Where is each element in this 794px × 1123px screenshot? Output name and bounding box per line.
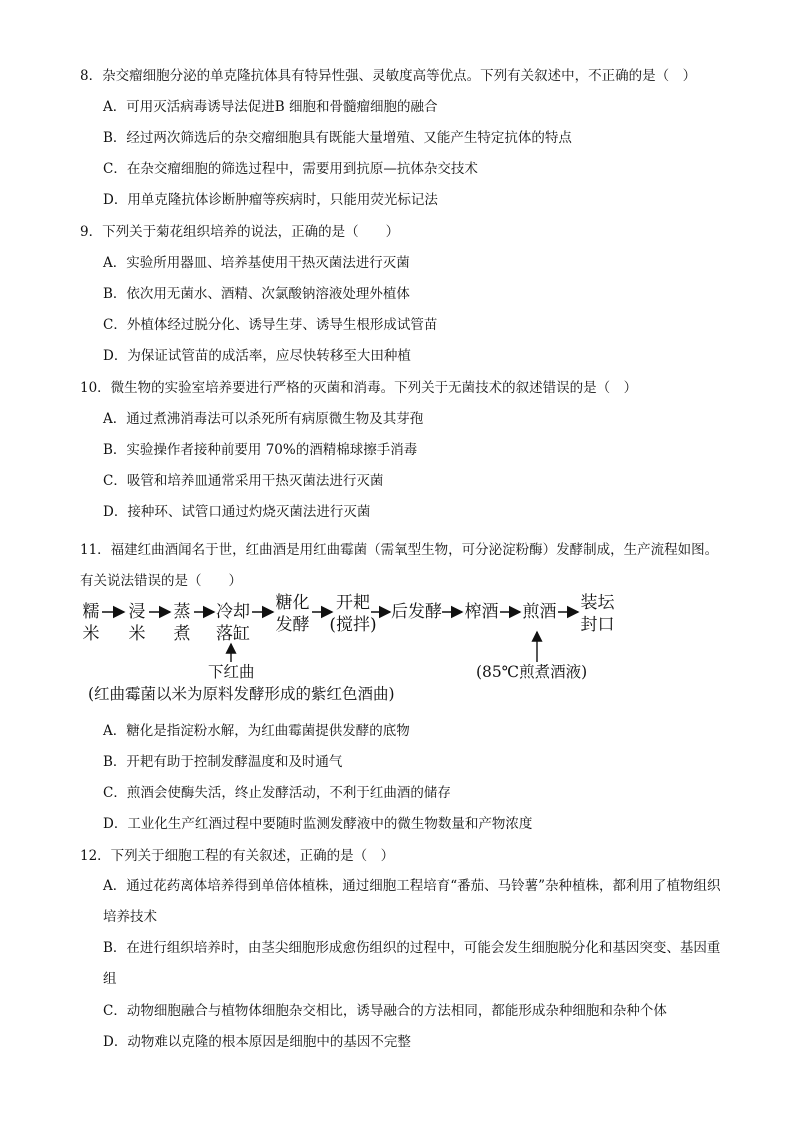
flow-node-text: 落缸 bbox=[216, 624, 250, 644]
q8-option-b: B．经过两次筛选后的杂交瘤细胞具有既能大量增殖、又能产生特定抗体的特点 bbox=[103, 130, 572, 146]
q8-option-c: C．在杂交瘤细胞的筛选过程中，需要用到抗原—抗体杂交技术 bbox=[103, 161, 478, 177]
flow-node-text: 发酵 bbox=[275, 615, 310, 635]
q8-option-d: D．用单克隆抗体诊断肿瘤等疾病时，只能用荧光标记法 bbox=[103, 192, 438, 208]
q11-option-c: C．煎酒会使酶失活，终止发酵活动，不利于红曲酒的储存 bbox=[103, 785, 451, 801]
flow-node-houfajiao: 后发酵 bbox=[391, 602, 442, 622]
flow-node-text: 蒸 bbox=[173, 602, 191, 622]
flow-node-zhajiu: 榨酒 bbox=[464, 602, 499, 622]
flow-node-text: 煮 bbox=[173, 624, 191, 644]
flow-node-text: 装坛 bbox=[580, 593, 615, 613]
flow-node-text: 糯 bbox=[82, 602, 100, 622]
flow-node-kaipa bbox=[328, 592, 378, 636]
q12-option-a: A．通过花药离体培养得到单倍体植株，通过细胞工程培育“番茄、马铃薯”杂种植株，都利用了植物组织培养技术 bbox=[103, 878, 721, 925]
q11-stem: 11．福建红曲酒闻名于世，红曲酒是用红曲霉菌（需氧型生物，可分泌淀粉酶）发酵制成，生产流程如图。有关说法错误的是（ ） bbox=[80, 542, 719, 589]
q12-stem: 12．下列关于细胞工程的有关叙述，正确的是（ ） bbox=[80, 848, 395, 864]
flow-node-tanghua bbox=[274, 592, 311, 636]
q9-option-c: C．外植体经过脱分化、诱导生芽、诱导生根形成试管苗 bbox=[103, 317, 438, 333]
q10-option-c: C．吸管和培养皿通常采用干热灭菌法进行灭菌 bbox=[103, 473, 384, 489]
q10-option-d: D．接种环、试管口通过灼烧灭菌法进行灭菌 bbox=[103, 504, 371, 520]
flow-node-text: 冷却 bbox=[216, 602, 250, 622]
flow-node-zhengzhu bbox=[171, 601, 193, 645]
q10-option-b: B．实验操作者接种前要用 70%的酒精棉球擦手消毒 bbox=[103, 442, 418, 458]
flow-node-text: 浸 bbox=[128, 602, 146, 622]
q9-option-a: A．实验所用器皿、培养基使用干热灭菌法进行灭菌 bbox=[103, 255, 410, 271]
q8-stem: 8．杂交瘤细胞分泌的单克隆抗体具有特异性强、灵敏度高等优点。下列有关叙述中，不正确的是（ ） bbox=[80, 68, 697, 84]
flow-node-nuomi bbox=[80, 601, 102, 645]
q9-option-d: D．为保证试管苗的成活率，应尽快转移至大田种植 bbox=[103, 348, 411, 364]
q11-option-a: A．糖化是指淀粉水解，为红曲霉菌提供发酵的底物 bbox=[103, 723, 410, 739]
q12-option-d: D．动物难以克隆的根本原因是细胞中的基因不完整 bbox=[103, 1034, 411, 1050]
flow-node-text: 封口 bbox=[580, 615, 615, 635]
q10-stem: 10．微生物的实验室培养要进行严格的灭菌和消毒。下列关于无菌技术的叙述错误的是（ ） bbox=[80, 380, 638, 396]
flow-node-text: 糖化 bbox=[275, 593, 310, 613]
flow-note-jianjiu: (85℃煎煮酒液) bbox=[476, 663, 588, 681]
q11-flow-diagram bbox=[80, 593, 720, 708]
flow-node-text: 米 bbox=[128, 624, 146, 644]
flow-node-jinmi bbox=[126, 601, 148, 645]
q11-option-d: D．工业化生产红酒过程中要随时监测发酵液中的微生物数量和产物浓度 bbox=[103, 816, 533, 832]
q12-option-c: C．动物细胞融合与植物体细胞杂交相比，诱导融合的方法相同，都能形成杂种细胞和杂种个体 bbox=[103, 1003, 667, 1019]
flow-node-jianjiu: 煎酒 bbox=[522, 602, 557, 622]
flow-node-text: (搅拌) bbox=[329, 615, 377, 635]
flow-node-text: 米 bbox=[82, 624, 100, 644]
q12-option-b: B．在进行组织培养时，由茎尖细胞形成愈伤组织的过程中，可能会发生细胞脱分化和基因突变、基因重组 bbox=[103, 940, 721, 987]
flow-node-zhuangtan bbox=[579, 592, 616, 636]
flow-note-hongqu-desc: (红曲霉菌以米为原料发酵形成的紫红色酒曲) bbox=[88, 685, 395, 703]
q8-option-a: A．可用灭活病毒诱导法促进B 细胞和骨髓瘤细胞的融合 bbox=[103, 99, 438, 115]
q11-option-b: B．开耙有助于控制发酵温度和及时通气 bbox=[103, 754, 343, 770]
flow-node-text: 开耙 bbox=[336, 593, 370, 613]
q10-option-a: A．通过煮沸消毒法可以杀死所有病原微生物及其芽孢 bbox=[103, 411, 424, 427]
q9-stem: 9．下列关于菊花组织培养的说法，正确的是（ ） bbox=[80, 224, 400, 240]
flow-node-lengque bbox=[215, 601, 251, 645]
q9-option-b: B．依次用无菌水、酒精、次氯酸钠溶液处理外植体 bbox=[103, 286, 410, 302]
flow-note-xiahongqu: 下红曲 bbox=[208, 663, 255, 681]
